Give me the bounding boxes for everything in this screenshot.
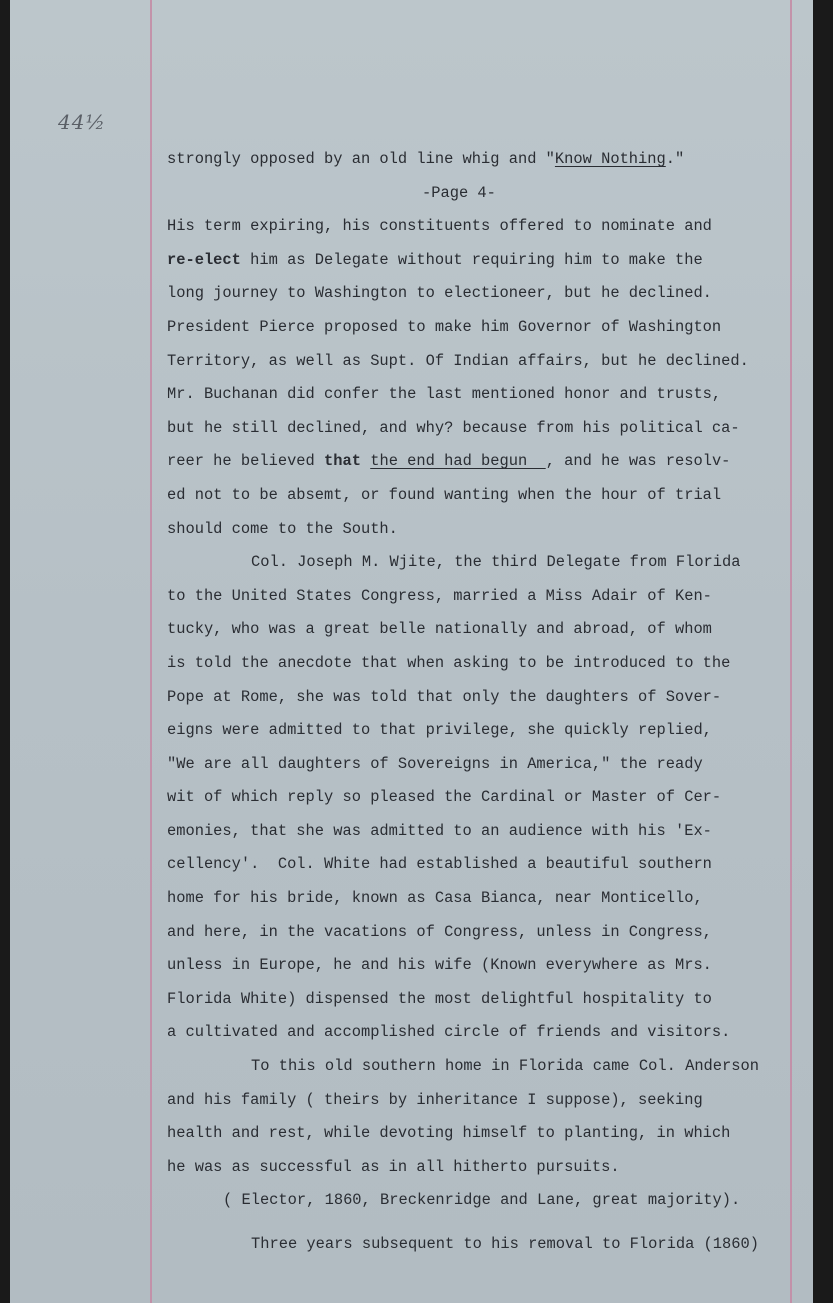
text-span: unless in Europe, he and his wife (Known everywhere as Mrs. — [167, 956, 712, 975]
text-line — [167, 277, 797, 311]
text-span: emonies, that she was admitted to an audience with his 'Ex- — [167, 821, 712, 840]
text-span: strongly opposed by an old line whig and " — [167, 150, 555, 168]
text-span: eigns were admitted to that privilege, she quickly replied, — [167, 721, 712, 740]
text-line — [167, 613, 797, 647]
text-span: a cultivated and accomplished circle of friends and visitors. — [167, 1023, 731, 1042]
text-span: health and rest, while devoting himself to planting, in which — [167, 1124, 731, 1143]
text-line — [167, 143, 797, 177]
text-span: and his family ( theirs by inheritance I suppose), seeking — [167, 1090, 703, 1109]
text-line — [167, 513, 797, 547]
document-page — [10, 0, 813, 1303]
text-line — [167, 714, 797, 748]
text-line — [167, 1016, 797, 1050]
text-span: and here, in the vacations of Congress, unless in Congress, — [167, 922, 712, 941]
text-span: should come to the South. — [167, 519, 398, 538]
text-line — [167, 210, 797, 244]
text-span: wit of which reply so pleased the Cardinal or Master of Cer- — [167, 788, 722, 807]
text-line — [167, 748, 797, 782]
text-line — [167, 983, 797, 1017]
text-span: President Pierce proposed to make him Governor of Washington — [167, 317, 722, 336]
text-span: reer he believed — [167, 452, 325, 471]
text-line — [167, 378, 797, 412]
typed-body-text — [167, 143, 797, 1262]
page-heading — [167, 177, 797, 211]
text-line — [167, 949, 797, 983]
text-line — [167, 647, 797, 681]
underlined-text: Know Nothing — [554, 150, 666, 168]
bold-text: re-elect — [167, 250, 241, 269]
text-line — [167, 781, 797, 815]
text-span: To this old southern home in Florida came Col. Anderson — [251, 1057, 759, 1076]
text-span: long journey to Washington to electioneer, but he declined. — [167, 284, 712, 303]
text-span: -Page 4- — [422, 183, 496, 202]
text-line — [167, 681, 797, 715]
text-line — [167, 580, 797, 614]
text-span: is told the anecdote that when asking to be introduced to the — [167, 653, 731, 672]
text-span: ed not to be absemt, or found wanting when the hour of trial — [167, 485, 722, 504]
text-line — [167, 848, 797, 882]
text-span: Mr. Buchanan did confer the last mentioned honor and trusts, — [167, 385, 722, 404]
text-line — [167, 345, 797, 379]
text-line — [167, 1228, 797, 1262]
text-line — [167, 1117, 797, 1151]
text-span: Territory, as well as Supt. Of Indian affairs, but he declined. — [167, 351, 749, 370]
text-span: home for his bride, known as Casa Bianca, near Monticello, — [167, 889, 703, 908]
text-span: him as Delegate without requiring him to make the — [240, 250, 703, 269]
text-line — [167, 1151, 797, 1185]
text-line — [167, 546, 797, 580]
text-span: tucky, who was a great belle nationally and abroad, of whom — [167, 620, 712, 639]
text-span — [361, 452, 370, 470]
text-line — [167, 815, 797, 849]
text-line — [167, 445, 797, 479]
text-span: His term expiring, his constituents offered to nominate and — [167, 217, 712, 236]
bold-text: that — [324, 452, 361, 471]
text-line — [167, 916, 797, 950]
pencil-page-number: 44½ — [58, 110, 106, 134]
text-line — [167, 1184, 797, 1218]
text-span: to the United States Congress, married a Miss Adair of Ken- — [167, 586, 712, 605]
text-line — [167, 882, 797, 916]
underlined-text: the end had begun — [370, 452, 546, 471]
text-span: cellency'. Col. White had established a beautiful southern — [167, 855, 712, 874]
text-span: Three years subsequent to his removal to Florida (1860) — [251, 1235, 759, 1253]
text-span: , and he was resolv- — [545, 452, 731, 471]
text-span: Col. Joseph M. Wjite, the third Delegate from Florida — [251, 553, 741, 572]
text-span: ." — [665, 150, 685, 168]
text-span: he was as successful as in all hitherto pursuits. — [167, 1157, 620, 1176]
text-span: Florida White) dispensed the most delightful hospitality to — [167, 989, 712, 1008]
text-span: "We are all daughters of Sovereigns in America," the ready — [167, 754, 703, 773]
text-line — [167, 1084, 797, 1118]
text-line — [167, 479, 797, 513]
text-span: Pope at Rome, she was told that only the daughters of Sover- — [167, 687, 722, 706]
text-line — [167, 244, 797, 278]
text-line — [167, 412, 797, 446]
text-span: but he still declined, and why? because from his political ca- — [167, 418, 740, 437]
text-line — [167, 1050, 797, 1084]
text-line — [167, 311, 797, 345]
left-margin-line — [150, 0, 152, 1303]
text-span: ( Elector, 1860, Breckenridge and Lane, great majority). — [223, 1191, 741, 1210]
